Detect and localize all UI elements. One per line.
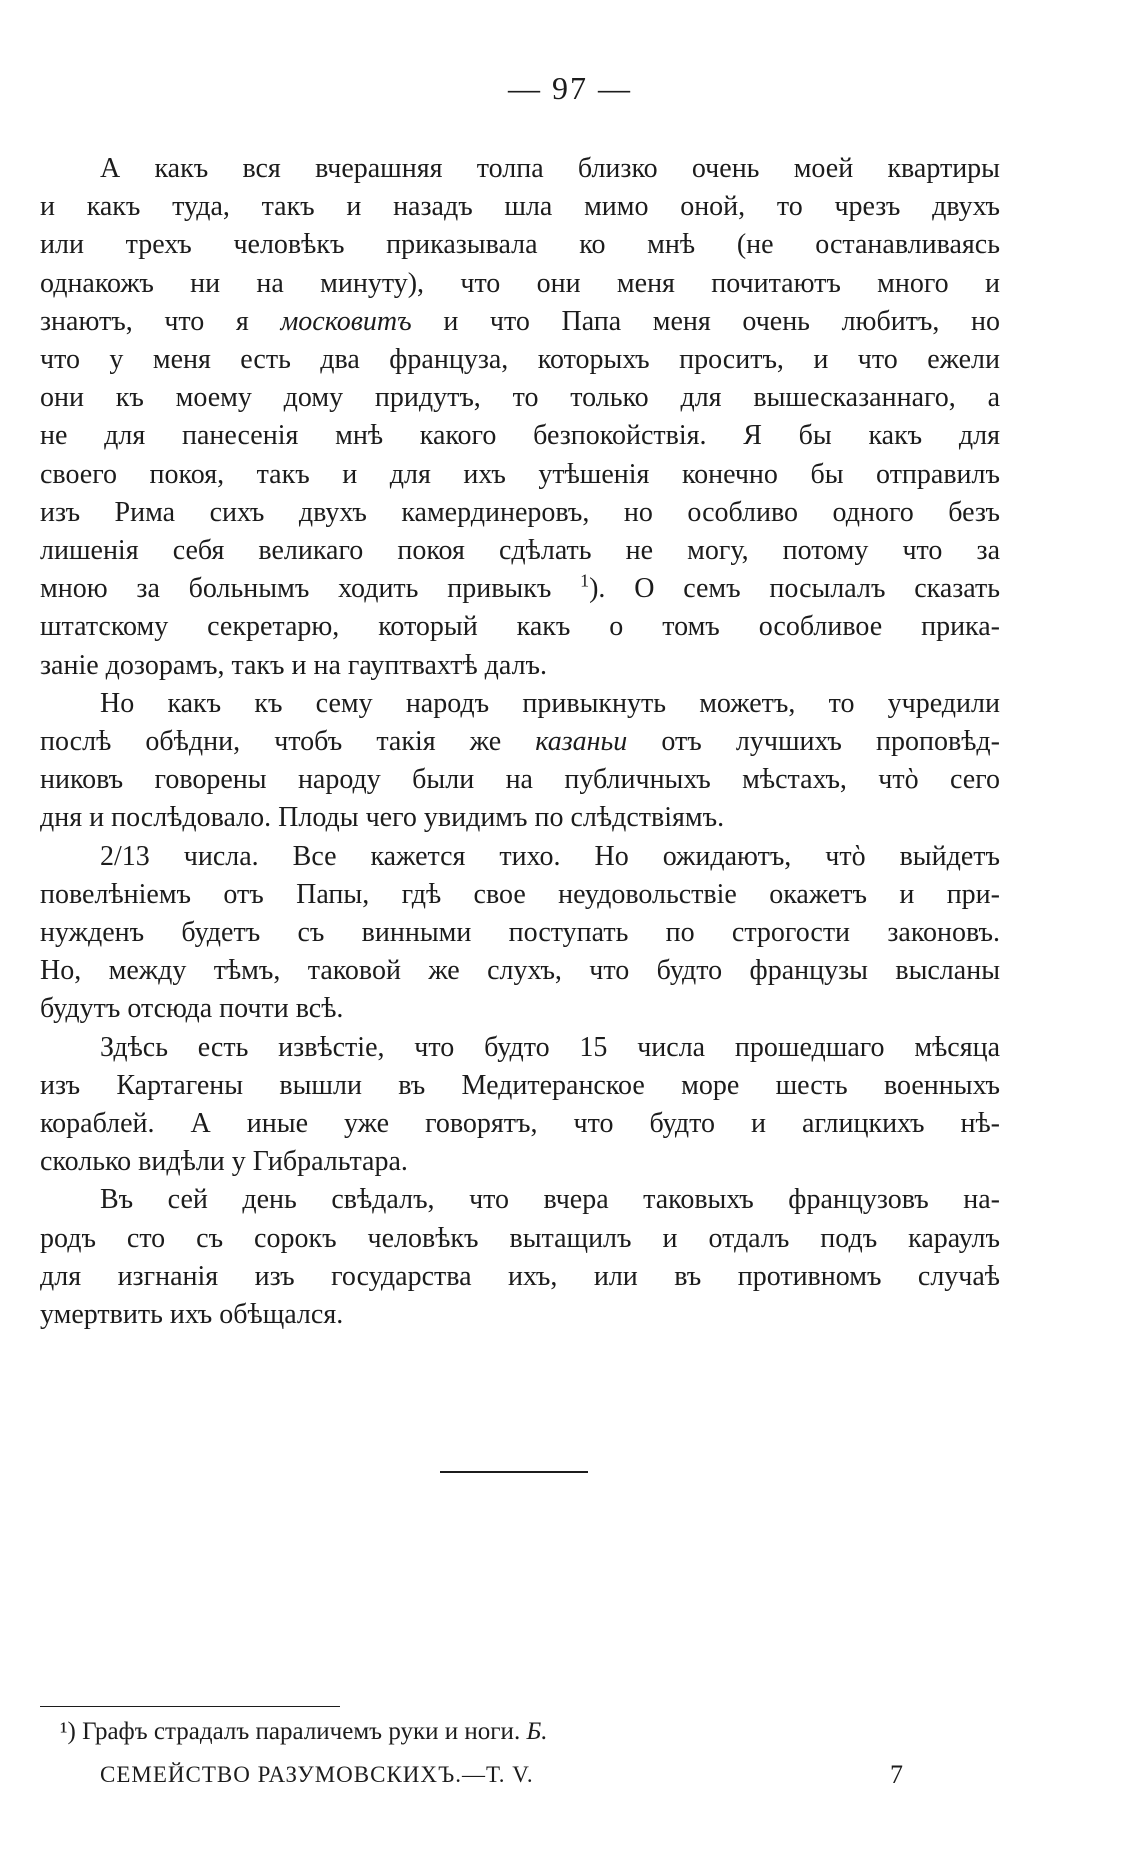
text-line: или трехъ человѣкъ приказывала ко мнѣ (не останавливаясь [40,229,1000,261]
text-line: для изгнанія изъ государства ихъ, или въ противномъ случаѣ [40,1260,1000,1292]
sheet-number: 7 [890,1760,903,1789]
text-line: заніе дозорамъ, такъ и на гауптвахтѣ далъ. [40,649,548,681]
text-line: и какъ туда, такъ и назадъ шла мимо оной, то чрезъ двухъ [40,191,1000,223]
paragraph-3 [40,838,1000,1029]
text-line: изъ Рима сихъ двухъ камердинеровъ, но особливо одного безъ [40,496,1000,528]
text-line: они къ моему дому придутъ, то только для вышесказаннаго, а [40,382,1000,414]
text-segment: послѣ обѣдни, чтобъ такія же [40,726,502,758]
text-line: не для панесенія мнѣ какого безпокойствія. Я бы какъ для [40,420,1000,452]
text-line: А какъ вся вчерашняя толпа близко очень моей квартиры [100,153,1000,184]
text-line: будутъ отсюда почти всѣ. [40,993,344,1025]
text-line [40,303,1000,341]
text-line: штатскому секретарю, который какъ о томъ особливое прика- [40,611,1000,643]
page-number: — 97 — [508,70,632,106]
text-line: кораблей. А иные уже говорятъ, что будто и аглицкихъ нѣ- [40,1108,1000,1140]
italic-word: московитъ [280,305,412,337]
main-text [40,150,1000,1334]
text-segment: отъ лучшихъ проповѣд- [661,726,1000,758]
text-line [40,723,1000,761]
text-segment: знаютъ, что я [40,305,249,337]
text-line: что у меня есть два француза, которыхъ проситъ, и что ежели [40,344,1000,376]
text-segment: и что Папа меня очень любитъ, но [443,305,1001,337]
paragraph-5 [40,1181,1000,1334]
paragraph-2 [40,685,1000,838]
section-divider [440,1471,588,1473]
footnote-text: Графъ страдалъ параличемъ руки и ноги. [82,1718,521,1745]
footnote-marker: ¹) [60,1718,76,1745]
text-line: однакожъ ни на минуту), что они меня почитаютъ много и [40,267,1000,299]
text-line: повелѣніемъ отъ Папы, гдѣ свое неудовольствіе окажетъ и при- [40,878,1000,910]
text-line [40,570,1000,608]
footnote-divider [40,1706,340,1707]
paragraph-1 [40,150,1000,685]
text-line: сколько видѣли у Гибральтара. [40,1146,408,1178]
italic-word: казаньи [535,726,628,758]
text-line: 2/13 числа. Все кажется тихо. Но ожидаютъ, чтὸ выйдетъ [100,840,1000,872]
text-line: Но какъ къ сему народъ привыкнуть можетъ, то учредили [100,687,1000,719]
text-line: умертвить ихъ обѣщался. [40,1299,344,1331]
printer-signature: СЕМЕЙСТВО РАЗУМОВСКИХЪ.—Т. V. [100,1762,534,1787]
text-line: Здѣсь есть извѣстіе, что будто 15 числа прошедшаго мѣсяца [100,1031,1000,1063]
text-segment: ). О семъ посылалъ сказать [589,573,1001,605]
footnote-source: Б. [526,1718,548,1745]
text-segment: мною за больнымъ ходить привыкъ [40,573,552,605]
footnote [60,1718,547,1746]
text-line: лишенія себя великаго покоя сдѣлать не могу, потому что за [40,535,1000,567]
text-line: своего покоя, такъ и для ихъ утѣшенія конечно бы отправилъ [40,458,1000,490]
text-line: Въ сей день свѣдалъ, что вчера таковыхъ французовъ на- [100,1184,1000,1216]
text-line: никовъ говорены народу были на публичныхъ мѣстахъ, чтὸ сего [40,764,1000,796]
footnote-reference: 1 [580,570,590,591]
text-line: изъ Картагены вышли въ Медитеранское море шесть военныхъ [40,1069,1000,1101]
text-line: дня и послѣдовало. Плоды чего увидимъ по слѣдствіямъ. [40,802,725,834]
text-line: нужденъ будетъ съ винными поступать по строгости законовъ. [40,917,1000,949]
text-line: Но, между тѣмъ, таковой же слухъ, что будто французы высланы [40,955,1000,987]
paragraph-4 [40,1029,1000,1182]
text-line: родъ сто съ сорокъ человѣкъ вытащилъ и отдалъ подъ караулъ [40,1222,1000,1254]
